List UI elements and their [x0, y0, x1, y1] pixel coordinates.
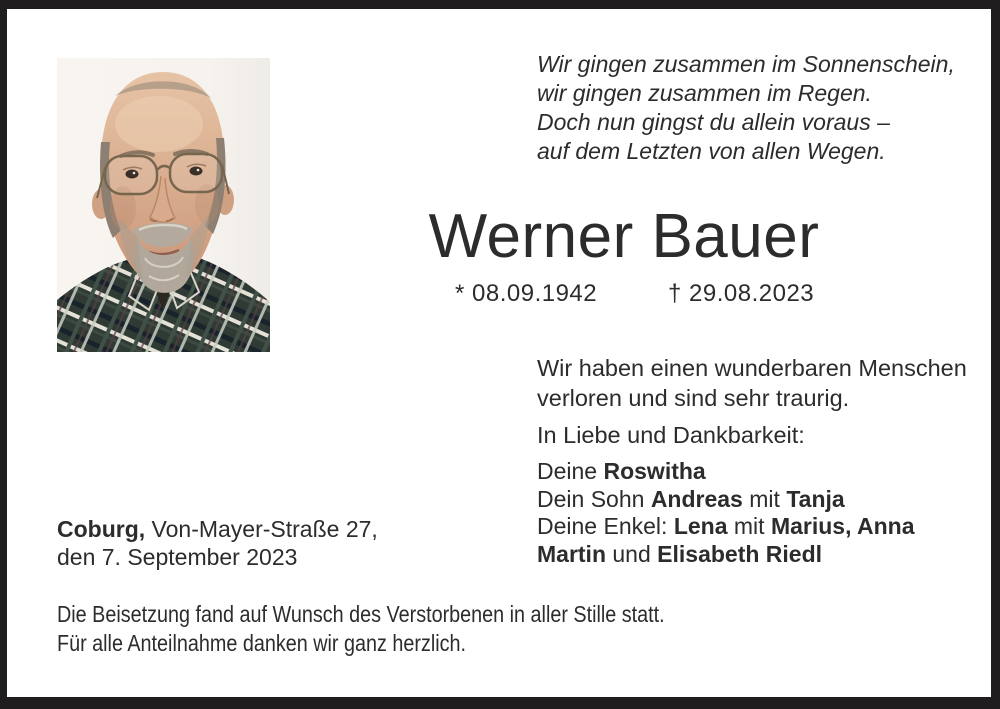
place-date: Coburg, Von-Mayer-Straße 27, den 7. September 2023 — [57, 516, 378, 570]
portrait-illustration — [57, 58, 270, 352]
memorial-poem: Wir gingen zusammen im Sonnenschein, wir gingen zusammen im Regen. Doch nun gingst du allein voraus – auf dem Letzten von allen Wegen. — [537, 51, 955, 164]
family-list: Deine Roswitha Dein Sohn Andreas mit Tanja Deine Enkel: Lena mit Marius, Anna Martin und Elisabeth Riedl — [537, 458, 915, 567]
birth-date: * 08.09.1942 — [455, 280, 598, 307]
death-date: † 29.08.2023 — [668, 280, 815, 307]
closing-text: Die Beisetzung fand auf Wunsch des Verstorbenen in aller Stille statt. Für alle Anteilnahme danken wir ganz herzlich. — [57, 601, 665, 656]
tribute-text: Wir haben einen wunderbaren Menschen verloren und sind sehr traurig. — [537, 355, 967, 411]
obituary-card — [7, 9, 991, 697]
portrait-photo — [57, 58, 270, 352]
farewell-intro: In Liebe und Dankbarkeit: — [537, 422, 805, 448]
deceased-name: Werner Bauer — [428, 202, 820, 271]
